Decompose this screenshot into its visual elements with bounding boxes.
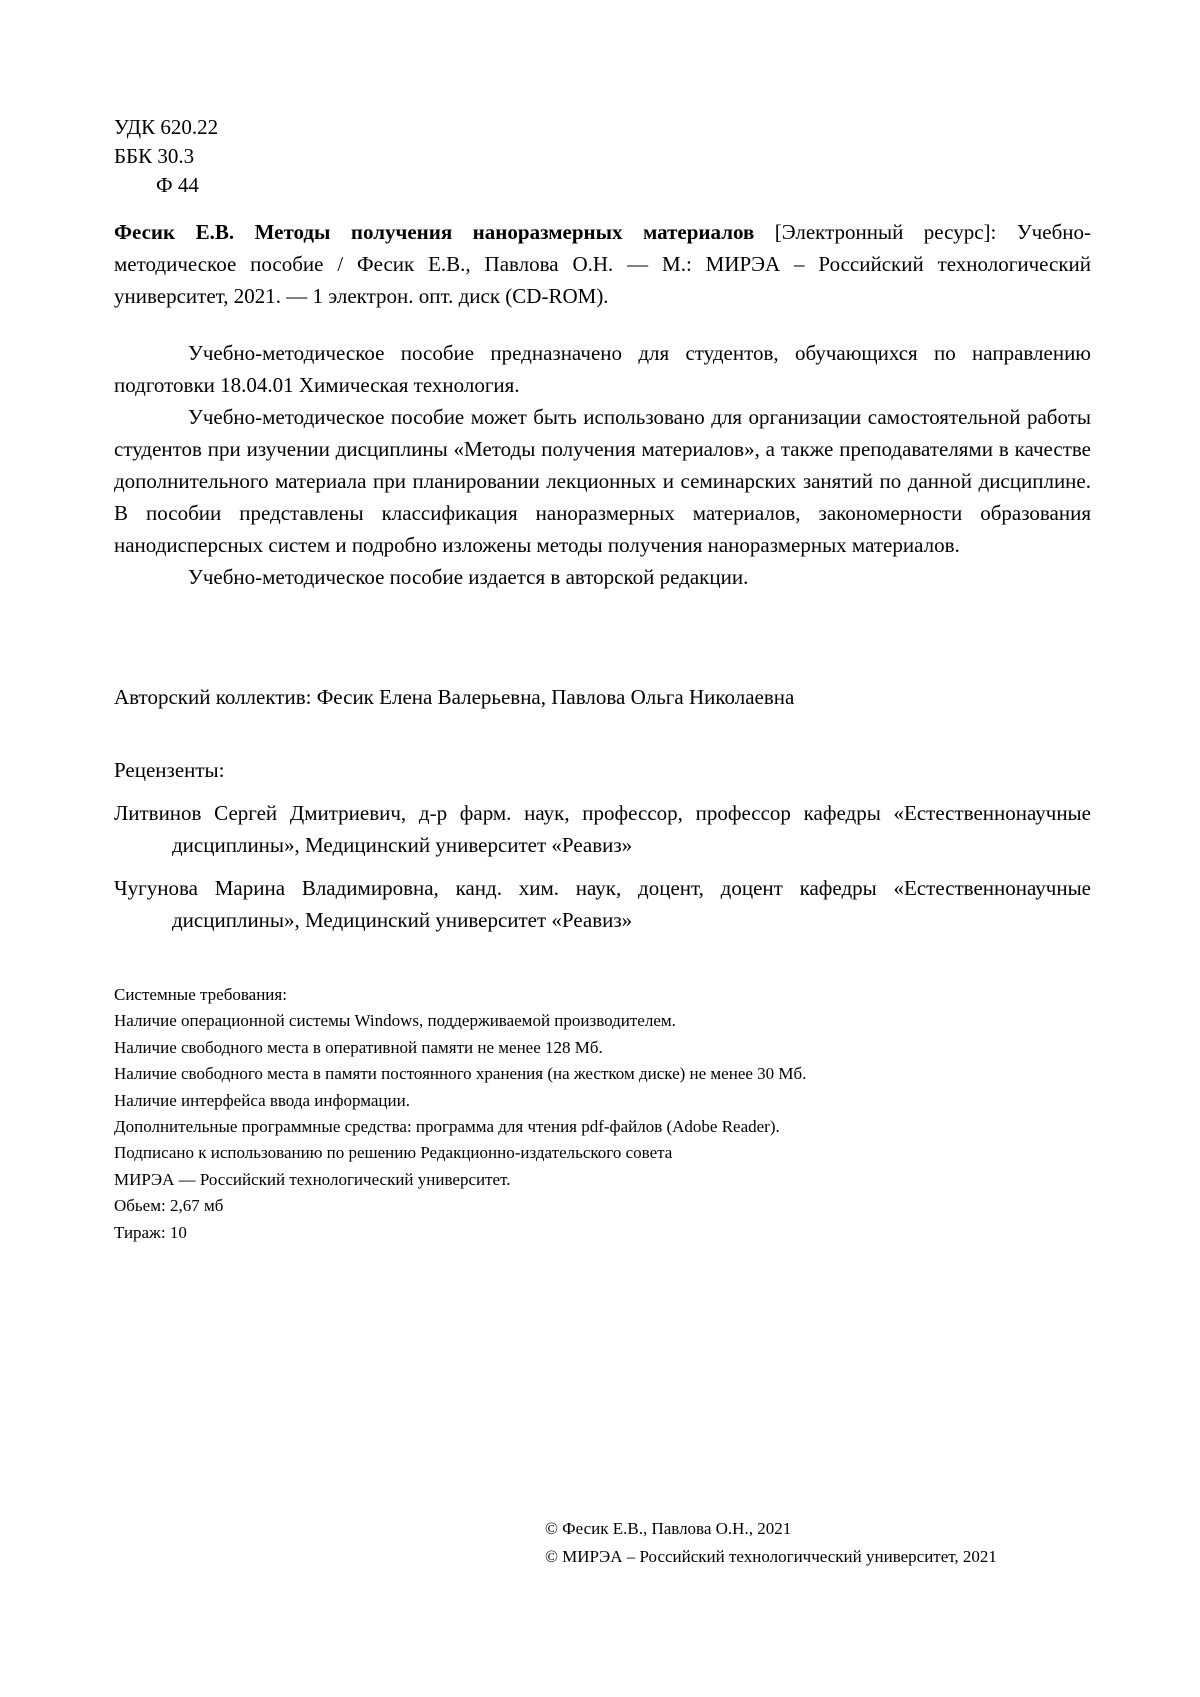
requirements-line: Системные требования:: [114, 985, 287, 1004]
requirements-line: Обьем: 2,67 мб: [114, 1196, 224, 1216]
reviewer-entry: Литвинов Сергей Дмитриевич, д-р фарм. наук, профессор, профессор кафедры «Естественнонаучные дисциплины», Медицинский университет «Реавиз»: [114, 801, 1091, 857]
requirements-line: Дополнительные программные средства: программа для чтения pdf-файлов (Adobe Reader).: [114, 1117, 780, 1137]
bibliographic-citation: [114, 216, 1091, 312]
citation-title: Фесик Е.В. Методы получения наноразмерных материалов: [114, 220, 755, 244]
annotation-paragraph: Учебно-методическое пособие может быть использовано для организации самостоятельной работы студентов при изучении дисциплины «Методы получения материалов», а также преподавателями в качестве дополнительного материала при планировании лекционных и семинарских занятий по данной дисциплине. В пособии представлены классификация наноразмерных материалов, закономерности образования нанодисперсных систем и подробно изложены методы получения наноразмерных материалов.: [114, 405, 1091, 557]
annotation-paragraph: Учебно-методическое пособие издается в авторской редакции.: [188, 565, 749, 589]
copyright-block: [545, 1515, 997, 1571]
reviewers-title: Рецензенты:: [114, 758, 225, 782]
authors-line: Авторский коллектив: Фесик Елена Валерьевна, Павлова Ольга Николаевна: [114, 685, 795, 709]
annotation-paragraph: Учебно-методическое пособие предназначено для студентов, обучающихся по направлению подготовки 18.04.01 Химическая технология.: [114, 341, 1091, 397]
author-sign: Ф 44: [156, 173, 199, 197]
udk-code: УДК 620.22: [114, 115, 219, 139]
bbk-code: ББК 30.3: [114, 144, 195, 168]
copyright-university: © МИРЭА – Российский технологичческий университет, 2021: [545, 1547, 997, 1566]
requirements-line: МИРЭА — Российский технологический университет.: [114, 1169, 511, 1189]
requirements-line: Подписано к использованию по решению Редакционно-издательского совета: [114, 1143, 673, 1163]
requirements-line: Наличие свободного места в оперативной памяти не менее 128 Мб.: [114, 1037, 603, 1057]
classification-codes: [114, 113, 1091, 200]
system-requirements: [114, 982, 1091, 1246]
copyright-authors: © Фесик Е.В., Павлова О.Н., 2021: [545, 1519, 792, 1538]
annotation: [114, 337, 1091, 593]
requirements-line: Тираж: 10: [114, 1222, 187, 1242]
reviewer-entry: Чугунова Марина Владимировна, канд. хим. наук, доцент, доцент кафедры «Естественнонаучные дисциплины», Медицинский университет «Реавиз»: [114, 876, 1091, 932]
requirements-line: Наличие операционной системы Windows, поддерживаемой производителем.: [114, 1011, 676, 1031]
citation-details: [Электронный ресурс]: Учебно-методическое пособие / Фесик Е.В., Павлова О.Н. — М.: МИРЭА – Российский технологический университет, 2021. — 1 электрон. опт. диск (CD-ROM).: [114, 220, 1091, 308]
requirements-line: Наличие свободного места в памяти постоянного хранения (на жестком диске) не менее 30 Мб.: [114, 1064, 807, 1084]
requirements-line: Наличие интерфейса ввода информации.: [114, 1090, 410, 1110]
